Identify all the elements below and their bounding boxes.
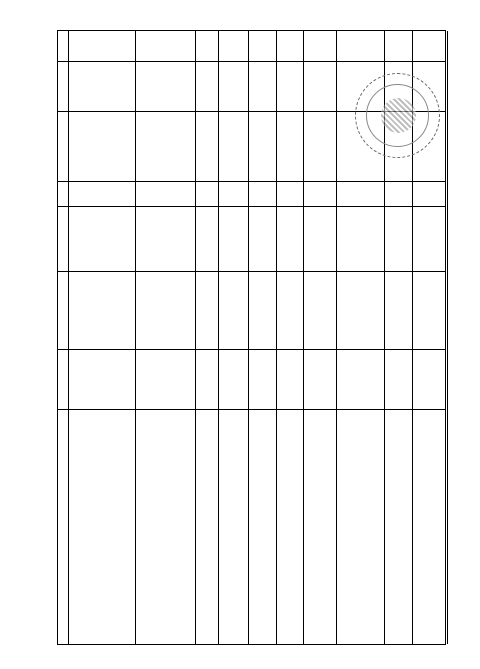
divider bbox=[58, 409, 445, 410]
row-divider bbox=[195, 31, 196, 644]
row-divider bbox=[447, 31, 448, 644]
official-seal-stamp bbox=[355, 73, 440, 158]
row-divider bbox=[336, 31, 337, 644]
row-divider bbox=[303, 31, 304, 644]
divider bbox=[58, 271, 445, 272]
divider bbox=[58, 61, 445, 62]
divider bbox=[68, 31, 69, 644]
row-divider bbox=[218, 31, 219, 644]
divider bbox=[58, 181, 445, 182]
divider bbox=[58, 349, 445, 350]
row-divider bbox=[276, 31, 277, 644]
seal-emblem bbox=[381, 98, 416, 133]
divider bbox=[58, 206, 445, 207]
row-divider bbox=[135, 31, 136, 644]
row-divider bbox=[248, 31, 249, 644]
